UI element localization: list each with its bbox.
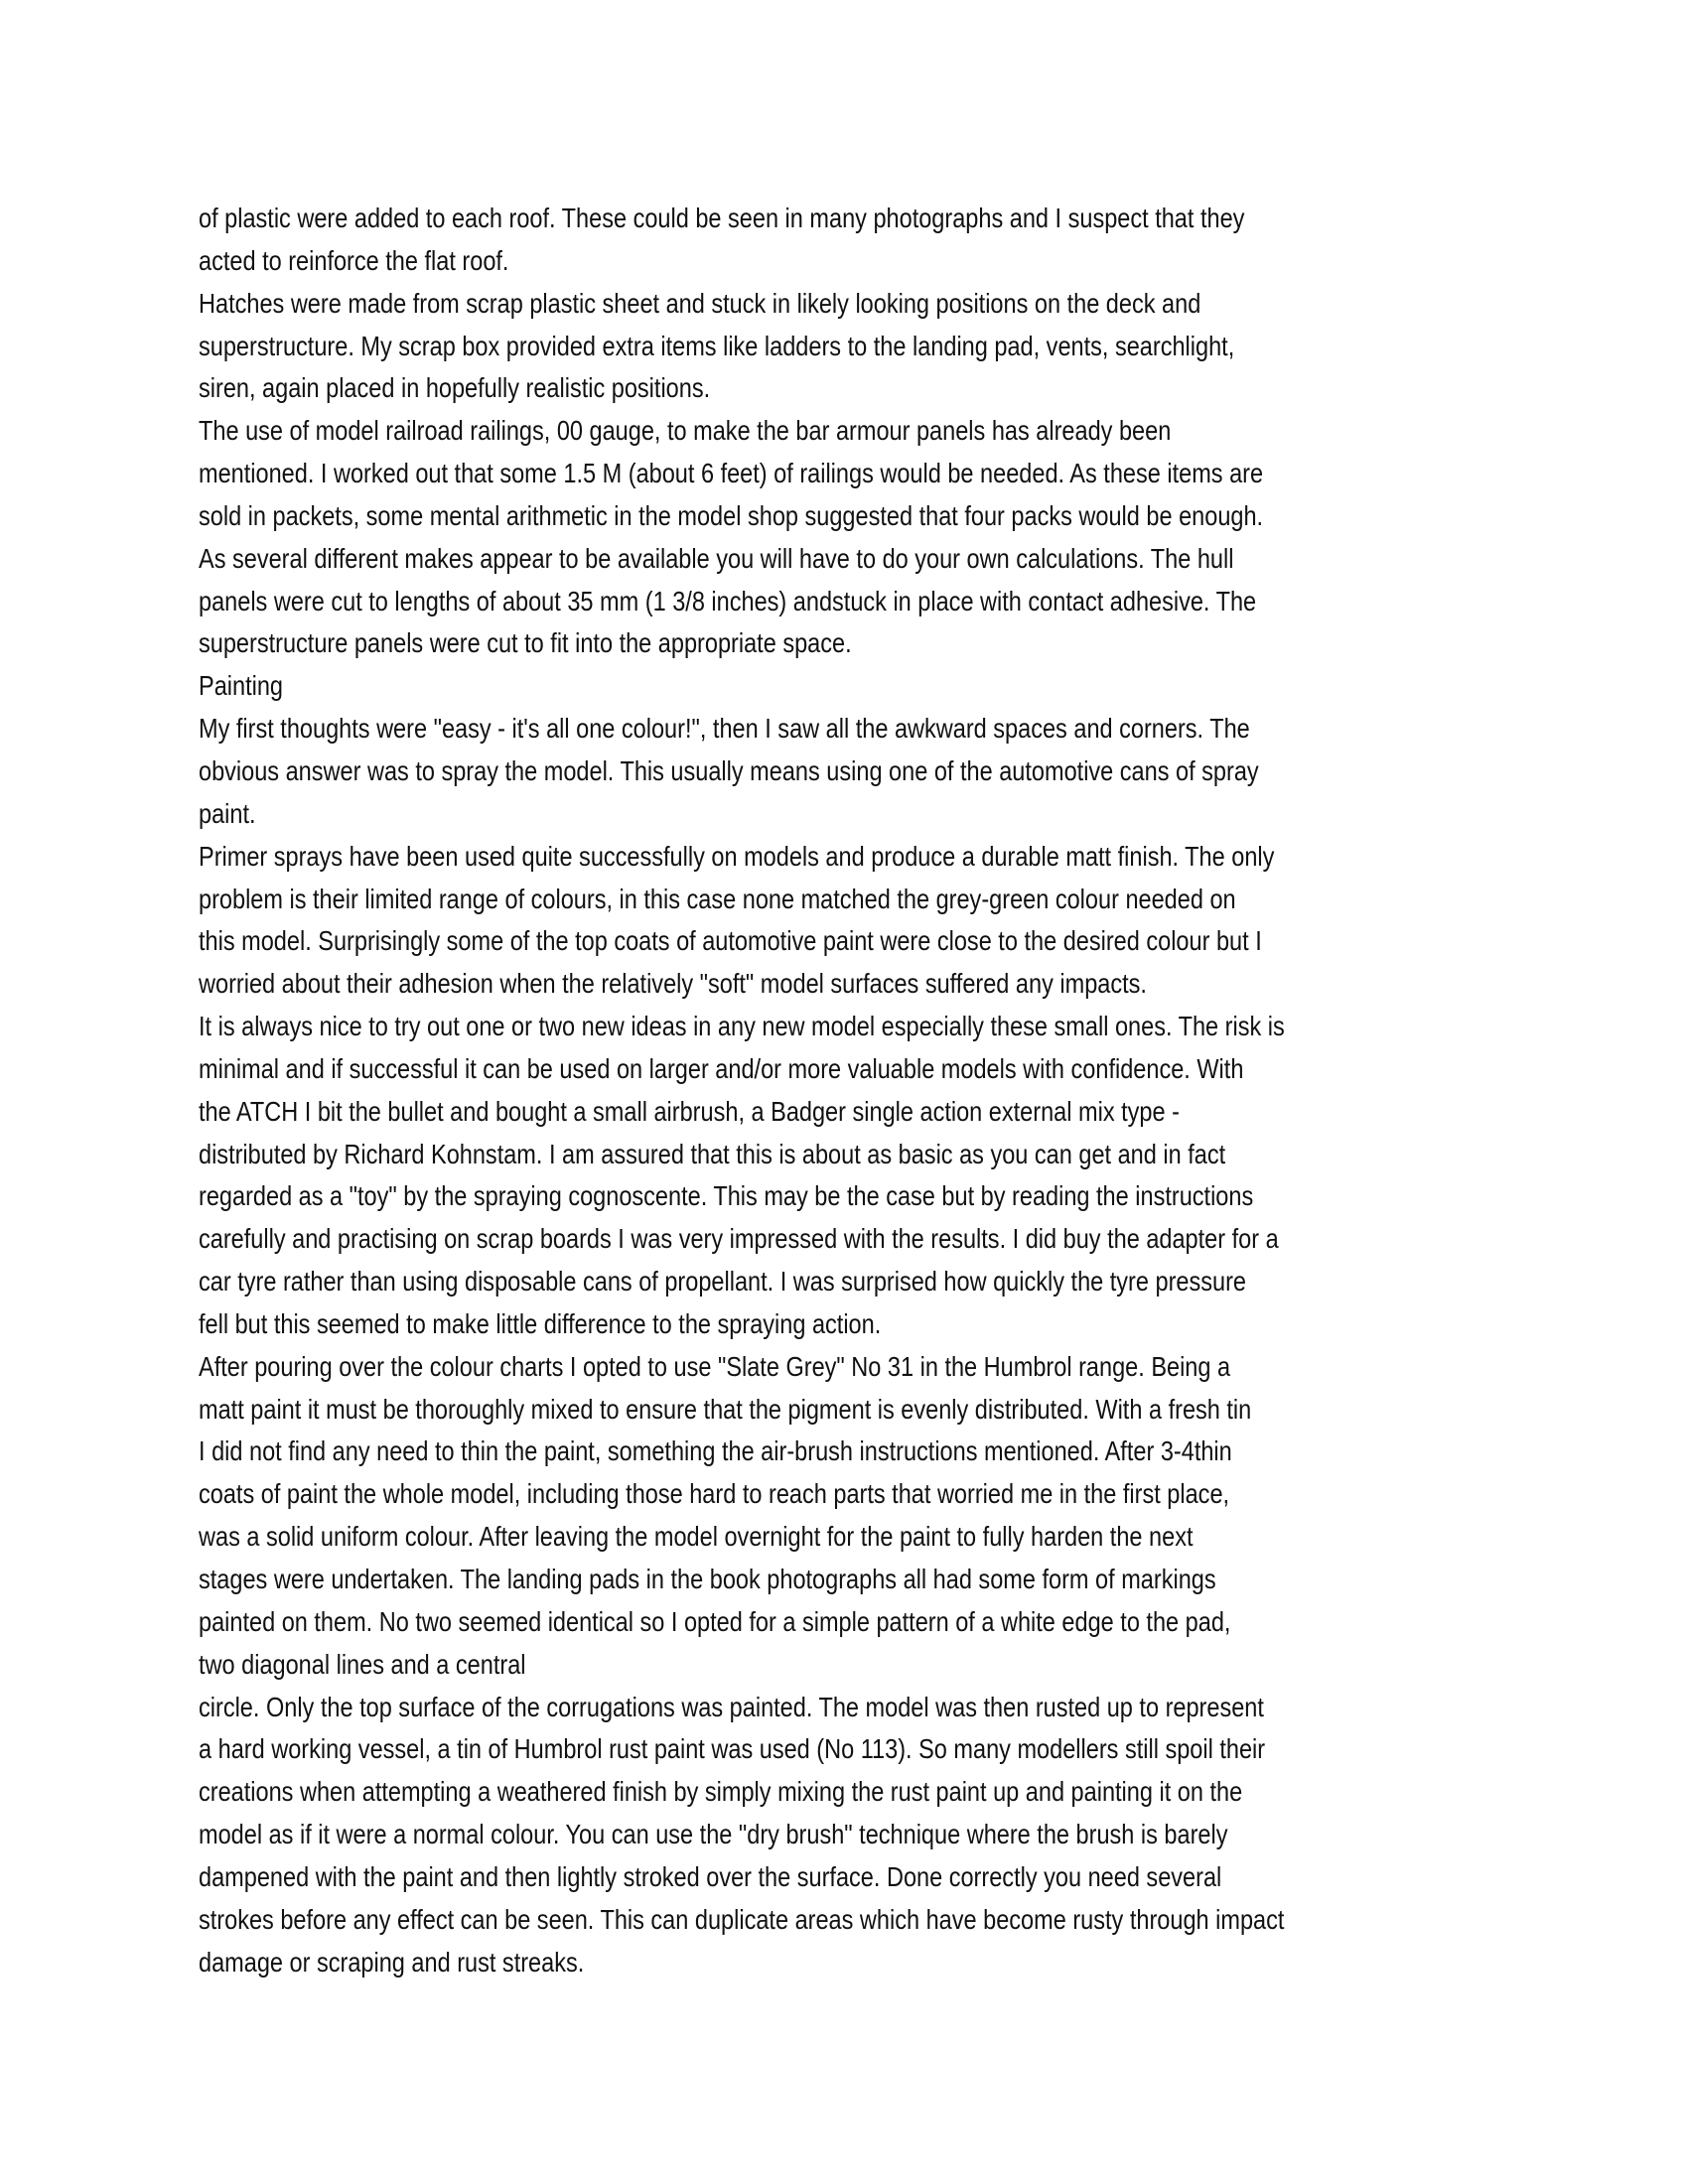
section-heading-painting: Painting bbox=[199, 670, 283, 702]
text-line: of plastic were added to each roof. These could be seen in many photographs and I suspect that they bbox=[199, 203, 1245, 233]
text-line: worried about their adhesion when the relatively "soft" model surfaces suffered any impacts. bbox=[199, 968, 1147, 1000]
text-line: My first thoughts were "easy - it's all one colour!", then I saw all the awkward spaces and corners. The bbox=[199, 713, 1250, 745]
text-line: regarded as a "toy" by the spraying cognoscente. This may be the case but by reading the instructions bbox=[199, 1180, 1254, 1212]
text-line: a hard working vessel, a tin of Humbrol rust paint was used (No 113). So many modellers still spoil their bbox=[199, 1733, 1266, 1765]
text-line: stages were undertaken. The landing pads in the book photographs all had some form of markings bbox=[199, 1564, 1216, 1594]
text-line: two diagonal lines and a central bbox=[199, 1648, 526, 1680]
body-text bbox=[199, 198, 1483, 1983]
text-line: fell but this seemed to make little difference to the spraying action. bbox=[199, 1307, 882, 1339]
text-line: carefully and practising on scrap boards I was very impressed with the results. I did buy the adapter for a bbox=[199, 1223, 1279, 1255]
text-line: minimal and if successful it can be used on larger and/or more valuable models with confidence. With bbox=[199, 1052, 1244, 1084]
text-line: was a solid uniform colour. After leaving the model overnight for the paint to fully harden the next bbox=[199, 1521, 1194, 1553]
text-line: Primer sprays have been used quite successfully on models and produce a durable matt finish. The only bbox=[199, 840, 1275, 872]
text-line: the ATCH I bit the bullet and bought a small airbrush, a Badger single action external mix type - bbox=[199, 1095, 1180, 1127]
text-line: sold in packets, some mental arithmetic in the model shop suggested that four packs would be enough. bbox=[199, 499, 1264, 531]
text-line: damage or scraping and rust streaks. bbox=[199, 1946, 585, 1978]
text-line: acted to reinforce the flat roof. bbox=[199, 244, 509, 276]
text-line: After pouring over the colour charts I opted to use "Slate Grey" No 31 in the Humbrol range. Being a bbox=[199, 1350, 1231, 1382]
text-line: model as if it were a normal colour. You can use the "dry brush" technique where the brush is barely bbox=[199, 1819, 1228, 1850]
text-line: superstructure panels were cut to fit into the appropriate space. bbox=[199, 627, 852, 659]
text-line: distributed by Richard Kohnstam. I am assured that this is about as basic as you can get and in fact bbox=[199, 1138, 1226, 1169]
text-line: dampened with the paint and then lightly stroked over the surface. Done correctly you need several bbox=[199, 1860, 1222, 1892]
text-line: Hatches were made from scrap plastic sheet and stuck in likely looking positions on the deck and bbox=[199, 287, 1201, 319]
text-line: superstructure. My scrap box provided extra items like ladders to the landing pad, vents, searchlight, bbox=[199, 330, 1235, 361]
text-line: As several different makes appear to be available you will have to do your own calculations. The hull bbox=[199, 542, 1234, 574]
text-line: The use of model railroad railings, 00 gauge, to make the bar armour panels has already been bbox=[199, 415, 1172, 447]
text-line: coats of paint the whole model, including those hard to reach parts that worried me in the first place, bbox=[199, 1478, 1230, 1510]
text-line: I did not find any need to thin the paint, something the air-brush instructions mentioned. After 3-4thin bbox=[199, 1435, 1232, 1467]
text-line: obvious answer was to spray the model. This usually means using one of the automotive cans of spray bbox=[199, 754, 1259, 786]
text-line: creations when attempting a weathered finish by simply mixing the rust paint up and painting it on the bbox=[199, 1776, 1243, 1808]
text-line: this model. Surprisingly some of the top coats of automotive paint were close to the desired colour but I bbox=[199, 925, 1262, 957]
text-line: painted on them. No two seemed identical so I opted for a simple pattern of a white edge to the pad, bbox=[199, 1605, 1231, 1637]
text-line: paint. bbox=[199, 797, 256, 829]
text-line: car tyre rather than using disposable cans of propellant. I was surprised how quickly the tyre pressure bbox=[199, 1266, 1247, 1297]
text-line: mentioned. I worked out that some 1.5 M (about 6 feet) of railings would be needed. As these items are bbox=[199, 458, 1264, 489]
text-line: strokes before any effect can be seen. This can duplicate areas which have become rusty through impact bbox=[199, 1903, 1285, 1935]
text-line: panels were cut to lengths of about 35 mm (1 3/8 inches) andstuck in place with contact adhesive. The bbox=[199, 585, 1257, 616]
text-line: circle. Only the top surface of the corrugations was painted. The model was then rusted up to represent bbox=[199, 1691, 1264, 1722]
text-line: matt paint it must be thoroughly mixed to ensure that the pigment is evenly distributed. With a fresh tin bbox=[199, 1393, 1252, 1425]
text-line: It is always nice to try out one or two new ideas in any new model especially these small ones. The risk is bbox=[199, 1011, 1285, 1042]
text-line: siren, again placed in hopefully realistic positions. bbox=[199, 372, 711, 404]
text-line: problem is their limited range of colours, in this case none matched the grey-green colour needed on bbox=[199, 883, 1236, 914]
